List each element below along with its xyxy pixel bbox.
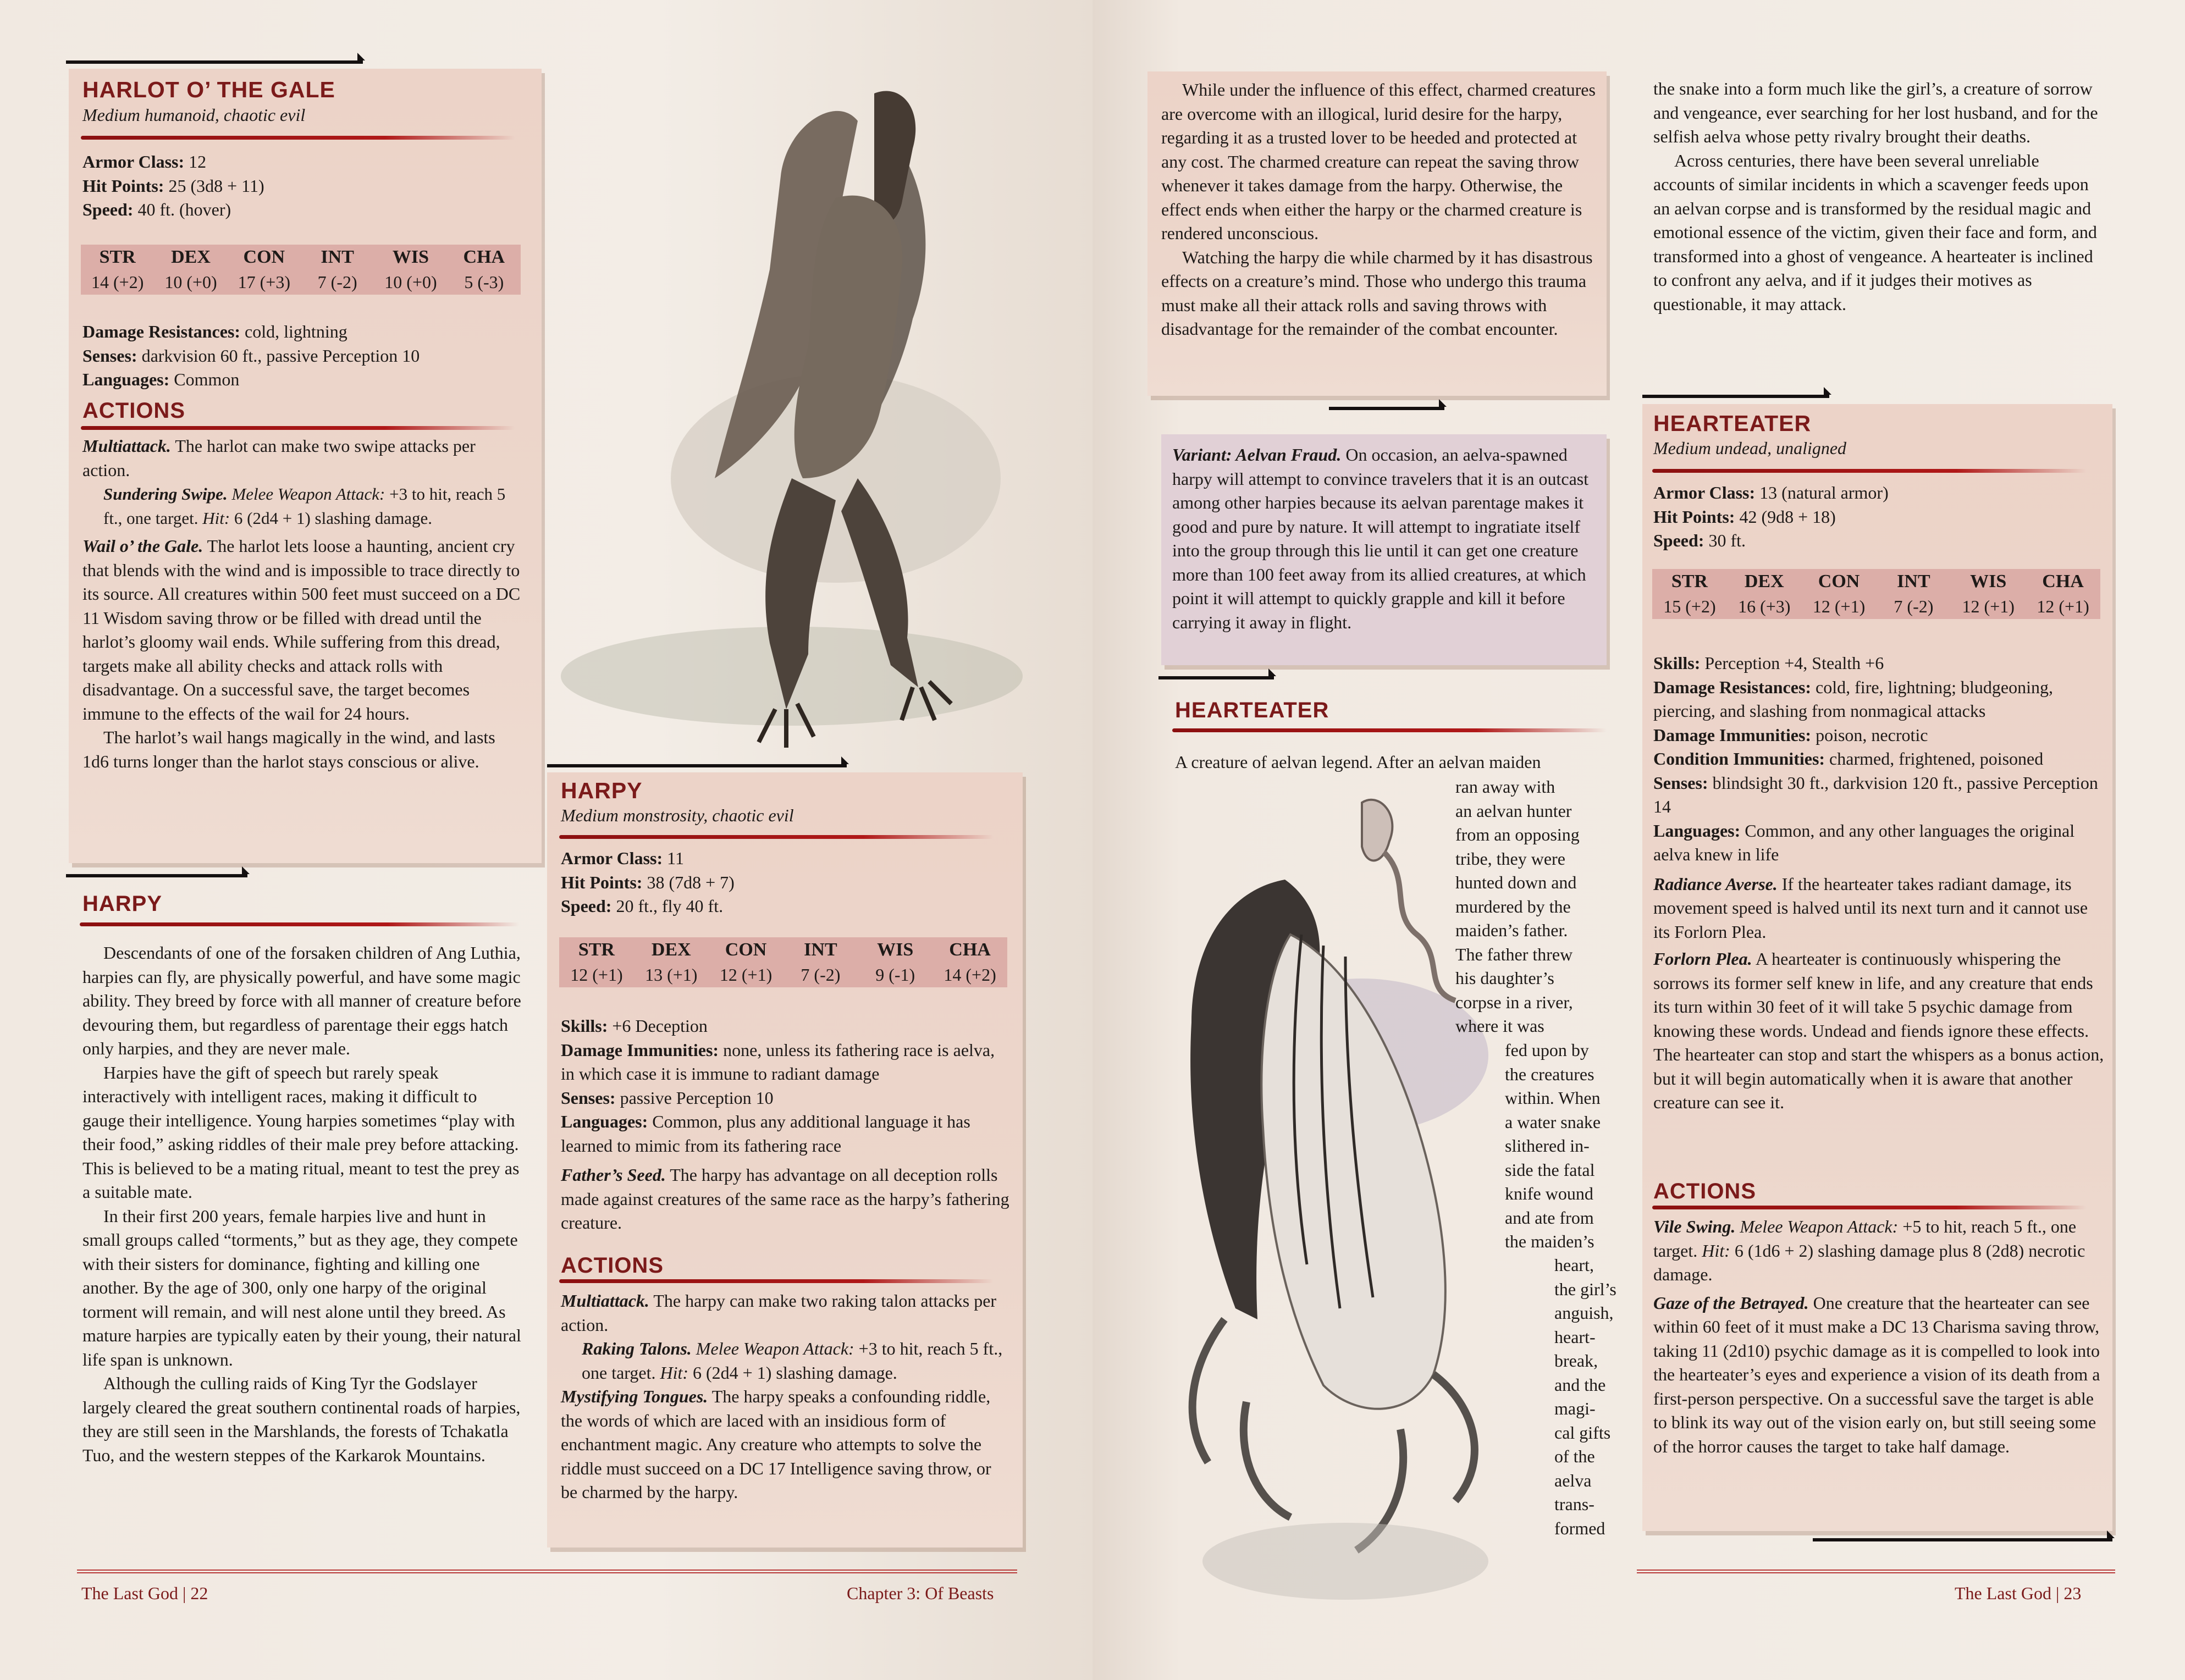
ability-header: INT	[1897, 571, 1930, 592]
line: the maiden’s	[1505, 1231, 1594, 1251]
harlot-wail-note: The harlot’s wail hangs magically in the wind, and lasts 1d6 turns longer than the harlot stays conscious or alive.	[82, 727, 495, 771]
label: Speed:	[1653, 530, 1704, 550]
ability-header: INT	[804, 940, 837, 960]
ability-value: 12 (+1)	[719, 965, 773, 985]
line: aelva	[1554, 1470, 1592, 1490]
hearteater-statblock	[1642, 404, 2112, 1531]
value: 13 (natural armor)	[1755, 483, 1889, 502]
label: Speed:	[82, 200, 134, 219]
hearteater-lore-continued	[1653, 77, 2104, 316]
value: none, unless its fathering race is aelva, in which case it is immune to radiant damage	[561, 1040, 995, 1084]
ability-header: STR	[578, 940, 615, 960]
action-text: +3 to hit, reach 5 ft., one target.	[103, 484, 506, 528]
hit-label: Hit:	[1702, 1240, 1730, 1261]
ground-shadow	[1202, 1523, 1488, 1600]
action-name: Raking Talons.	[582, 1339, 692, 1358]
harpy-traits	[561, 1014, 1012, 1235]
harlot-title: HARLOT O’ THE GALE	[82, 77, 335, 102]
action-text: 6 (2d4 + 1) slashing damage.	[230, 508, 433, 528]
block-flag	[66, 60, 363, 64]
line: his daughter’s	[1455, 968, 1554, 988]
value: Perception +4, Stealth +6	[1700, 653, 1884, 673]
ability-header: CON	[1818, 571, 1860, 592]
action-text: 6 (1d6 + 2) slashing damage plus 8 (2d8) necrotic damage.	[1653, 1240, 2085, 1284]
harlot-subtitle: Medium humanoid, chaotic evil	[82, 105, 306, 125]
line: knife wound	[1505, 1184, 1593, 1203]
trait-text: If the hearteater takes radiant damage, its movement speed is halved until its next turn and it cannot use its Forlorn Plea.	[1653, 874, 2088, 942]
ability-value: 17 (+3)	[238, 272, 290, 292]
paragraph: Across centuries, there have been several unreliable accounts of similar incidents in which a scavenger feeds upon an aelvan corpse and is transformed by the residual magic and emotional essence of the victim, given their face and form, and transformed into a ghost of vengeance. A hearteater is inclined to confront any aelva, and if it judges their motives as questionable, it may attack.	[1653, 150, 2097, 314]
right-page	[1092, 0, 2185, 1680]
divider	[81, 136, 515, 140]
line: ran away with	[1455, 777, 1555, 797]
action-text: 6 (2d4 + 1) slashing damage.	[688, 1362, 897, 1383]
block-flag	[1329, 407, 1444, 410]
label: Skills:	[1653, 653, 1701, 673]
harpy-lore-text	[82, 941, 522, 1467]
harpy-illustration	[550, 60, 1034, 764]
ability-value: 10 (+0)	[164, 272, 217, 292]
label: Damage Resistances:	[82, 322, 241, 341]
trait-text: A hearteater is continuously whispering the sorrows its former self knew in life, and any creature that ends its turn within 30 feet of it will take 5 psychic damage from knowing these words. Undead and fiends ignore these effects. The hearteater can stop and start the whispers as a bonus action, but it will begin automatically when it is aware that another creature can see it.	[1653, 949, 2104, 1112]
line: break,	[1554, 1351, 1598, 1370]
action-name: Sundering Swipe.	[103, 484, 228, 504]
label: Armor Class:	[82, 152, 185, 172]
line: of the	[1554, 1446, 1595, 1466]
action-name: Multiattack.	[561, 1291, 649, 1311]
hit-label: Hit:	[660, 1362, 689, 1383]
ability-header: DEX	[171, 247, 211, 267]
action-text: The harpy can make two raking talon attacks per action.	[561, 1291, 997, 1335]
action-text: +3 to hit, reach 5 ft., one target.	[582, 1339, 1003, 1383]
harlot-statblock	[69, 69, 542, 863]
line: the girl’s	[1554, 1279, 1616, 1299]
value: 12	[184, 152, 207, 172]
variant-name: Variant: Aelvan Fraud.	[1172, 445, 1342, 465]
paragraph: Descendants of one of the forsaken children of Ang Luthia, harpies can fly, are physically powerful, and have some magic ability. They breed by force with all manner of creature before devouring them, but regardless of parentage their eggs hatch only harpies, and they are never male.	[82, 943, 521, 1058]
ability-value: 13 (+1)	[645, 965, 698, 985]
block-flag	[1642, 395, 1829, 398]
action-name: Mystifying Tongues.	[561, 1386, 708, 1406]
trait-text: The harpy has advantage on all deception rolls made against creatures of the same race as the harpy’s fathering creature.	[561, 1165, 1009, 1233]
paragraph: Harpies have the gift of speech but rarely speak interactively with intelligent races, making it difficult to gauge their intelligence. Young harpies sometimes “play with their food,” asking riddles of their male prey before attacking. This is believed to be a mating ritual, meant to test the prey as a suitable mate.	[82, 1062, 520, 1202]
label: Skills:	[561, 1016, 608, 1036]
ability-header: CHA	[949, 940, 991, 960]
hearteater-intro: A creature of aelvan legend. After an aelvan maiden	[1175, 752, 1541, 772]
ability-value: 12 (+1)	[1812, 596, 1866, 616]
line: corpse in a river,	[1455, 992, 1573, 1012]
ability-value: 12 (+1)	[2037, 596, 2089, 616]
ability-value: 5 (-3)	[464, 272, 504, 292]
harpy-actions	[561, 1289, 1012, 1505]
ability-header: STR	[99, 247, 136, 267]
value: +6 Deception	[608, 1016, 708, 1036]
hearteater-lore-col1	[1455, 775, 1620, 1038]
line: maiden’s father.	[1455, 920, 1568, 940]
line: the creatures	[1505, 1064, 1594, 1084]
hearteater-stats	[1653, 481, 2104, 553]
label: Hit Points:	[82, 175, 164, 196]
hit-label: Hit:	[202, 508, 230, 528]
paragraph: In their first 200 years, female harpies live and hunt in small groups called “torments,” but as they age, they compete with their sisters for dominance, fighting and killing one another. By the age of 300, only one harpy of the original torment will remain, and will nest alone until they breed. As mature harpies are typically eaten by their young, their natural life span is unknown.	[82, 1206, 521, 1369]
value: charmed, frightened, poisoned	[1825, 749, 2044, 769]
harlot-ability-table	[81, 245, 521, 295]
hearteater-ability-table	[1652, 569, 2100, 619]
label: Languages:	[82, 369, 170, 389]
ability-value: 14 (+2)	[943, 965, 996, 985]
ability-header: CHA	[463, 247, 505, 267]
line: slithered in-	[1505, 1136, 1590, 1156]
ability-header: DEX	[1744, 571, 1784, 592]
ability-header: STR	[1671, 571, 1708, 592]
line: an aelvan hunter	[1455, 800, 1572, 821]
variant-box	[1161, 434, 1607, 665]
label: Damage Immunities:	[1653, 725, 1812, 745]
footer-rule	[77, 1570, 1017, 1573]
paragraph: Watching the harpy die while charmed by it has disastrous effects on a creature’s mind. Those who undergo this trauma must make all their attack rolls and saving throws with disadvantage for the remainder of the combat encounter.	[1161, 247, 1593, 339]
ability-header: CON	[243, 247, 285, 267]
line: murdered by the	[1455, 896, 1571, 916]
value: Common, and any other languages the original aelva knew in life	[1653, 820, 2075, 864]
label: Speed:	[561, 896, 612, 916]
value: 42 (9d8 + 18)	[1735, 506, 1836, 527]
line: within. When	[1505, 1088, 1601, 1108]
value: 40 ft. (hover)	[133, 200, 231, 219]
ability-header: WIS	[877, 940, 914, 960]
line: where it was	[1455, 1016, 1544, 1036]
action-text: The harpy speaks a confounding riddle, the words of which are laced with an insidious form of enchantment magic. Any creature who attempts to solve the riddle must succeed on a DC 17 Intelligence saving throw, or be charmed by the harpy.	[561, 1386, 991, 1502]
label: Senses:	[1653, 772, 1708, 793]
action-text: The harlot can make two swipe attacks per action.	[82, 436, 476, 480]
line: magi-	[1554, 1399, 1596, 1418]
trait-name: Forlorn Plea.	[1653, 949, 1752, 969]
harpy-statblock	[547, 772, 1023, 1548]
value: passive Perception 10	[615, 1087, 774, 1108]
value: Common	[169, 369, 240, 389]
line: anguish,	[1554, 1303, 1614, 1323]
value: 38 (7d8 + 7)	[642, 872, 735, 892]
block-flag	[66, 874, 247, 877]
ability-value: 12 (+1)	[570, 965, 623, 985]
label: Armor Class:	[561, 848, 663, 868]
harlot-actions-heading: ACTIONS	[82, 399, 185, 423]
label: Armor Class:	[1653, 483, 1756, 502]
hearteater-subtitle: Medium undead, unaligned	[1653, 438, 1847, 458]
ability-header: WIS	[392, 247, 429, 267]
line: a water snake	[1505, 1112, 1601, 1132]
divider	[81, 426, 515, 430]
harlot-actions	[82, 434, 522, 773]
paragraph: the snake into a form much like the girl’s, a creature of sorrow and vengeance, ever searching for her lost husband, and for the selfish aelva whose petty rivalry brought their deaths.	[1653, 79, 2098, 146]
footer-rule	[1637, 1570, 2115, 1573]
ability-value: 7 (-2)	[317, 272, 357, 292]
hearteater-title: HEARTEATER	[1653, 411, 1812, 436]
value: cold, lightning	[240, 322, 347, 341]
charm-box	[1147, 71, 1607, 396]
hearteater-actions	[1653, 1215, 2104, 1458]
label: Damage Immunities:	[561, 1040, 719, 1060]
tentacle	[1384, 852, 1455, 1001]
label: Languages:	[1653, 820, 1741, 841]
trait-name: Radiance Averse.	[1653, 874, 1778, 894]
line: formed	[1554, 1518, 1605, 1538]
action-text: The harlot lets loose a haunting, ancient cry that blends with the wind and is impossible to trace directly to its source. All creatures within 500 feet must succeed on a DC 11 Wisdom saving throw or be filled with dread until the harlot’s gloomy wail ends. While suffering from this dread, targets make all ability checks and attack rolls with disadvantage. On a successful save, the target becomes immune to the effects of the wail for 24 hours.	[82, 536, 521, 723]
harpy-ability-table	[559, 937, 1007, 987]
line: heart-	[1554, 1327, 1596, 1347]
value: 20 ft., fly 40 ft.	[611, 896, 724, 916]
ability-header: CHA	[2042, 571, 2084, 592]
line: trans-	[1554, 1494, 1594, 1514]
footer-page-left: The Last God | 22	[81, 1583, 208, 1603]
line: and ate from	[1505, 1207, 1594, 1228]
value: darkvision 60 ft., passive Perception 10	[137, 345, 420, 366]
ability-value: 16 (+3)	[1738, 596, 1791, 616]
line: cal gifts	[1554, 1422, 1611, 1443]
charm-text	[1161, 78, 1601, 341]
footer-page-right: The Last God | 23	[1955, 1583, 2082, 1603]
left-page	[0, 0, 1092, 1680]
block-flag	[1813, 1538, 2112, 1541]
value: 30 ft.	[1704, 530, 1746, 550]
attack-type: Melee Weapon Attack:	[227, 484, 385, 504]
label: Condition Immunities:	[1653, 749, 1825, 769]
value: cold, fire, lightning; bludgeoning, piercing, and slashing from nonmagical attacks	[1653, 677, 2053, 721]
divider	[559, 1279, 994, 1283]
hearteater-lore-heading: HEARTEATER	[1175, 698, 1329, 722]
ability-header: INT	[321, 247, 354, 267]
ability-value: 10 (+0)	[384, 272, 437, 292]
variant-body: On occasion, an aelva-spawned harpy will attempt to convince travelers that it is an outcast among other harpies because its aelvan parentage makes it good and pure by nature. It will attempt to ingratiate itself into the group through this lie until it can get one creature more than 100 feet away from its allied creatures, at which point it will attempt to quickly grapple and kill it before carrying it away in flight.	[1172, 445, 1589, 632]
hearteater-traits	[1653, 651, 2104, 1115]
harpy-actions-heading: ACTIONS	[561, 1253, 664, 1278]
line: from an opposing	[1455, 825, 1580, 844]
action-name: Multiattack.	[82, 436, 171, 456]
ability-value: 9 (-1)	[875, 965, 915, 985]
line: hunted down and	[1455, 872, 1577, 892]
block-flag	[547, 764, 847, 767]
harlot-stats	[82, 150, 522, 222]
divider	[80, 922, 520, 926]
line: fed upon by	[1505, 1040, 1589, 1060]
ability-value: 7 (-2)	[1894, 596, 1934, 616]
harpy-subtitle: Medium monstrosity, chaotic evil	[561, 805, 794, 825]
value: 11	[663, 848, 684, 868]
divider	[1652, 469, 2087, 473]
divider	[1172, 728, 1607, 732]
divider	[559, 835, 994, 839]
label: Languages:	[561, 1112, 648, 1131]
action-text: One creature that the hearteater can see within 60 feet of it must make a DC 13 Charisma saving throw, taking 11 (2d10) psychic damage as it is compelled to look into the hearteater’s eyes and experience a vision of its death from a first-person perspective. On a successful save the target is able to blink its way out of the vision early on, but still seeing some of the horror causes the target to take half damage.	[1653, 1292, 2100, 1456]
label: Senses:	[561, 1087, 616, 1108]
line: side the fatal	[1505, 1159, 1595, 1180]
harpy-heading: HARPY	[82, 892, 163, 916]
harpy-title: HARPY	[561, 778, 643, 803]
footer-chapter: Chapter 3: Of Beasts	[847, 1583, 994, 1603]
block-flag	[1158, 676, 1274, 679]
ability-header: CON	[725, 940, 767, 960]
action-text: +5 to hit, reach 5 ft., one target.	[1653, 1217, 2077, 1261]
variant-text	[1172, 443, 1601, 634]
action-name: Gaze of the Betrayed.	[1653, 1292, 1809, 1313]
harlot-traits	[82, 320, 522, 392]
attack-type: Melee Weapon Attack:	[691, 1339, 854, 1358]
ability-value: 7 (-2)	[801, 965, 841, 985]
heart-sketch	[1362, 800, 1392, 861]
label: Senses:	[82, 345, 137, 366]
ability-value: 12 (+1)	[1962, 596, 2015, 616]
action-name: Wail o’ the Gale.	[82, 536, 203, 556]
label: Damage Resistances:	[1653, 677, 1812, 697]
harpy-stats	[561, 847, 1012, 919]
line: and the	[1554, 1374, 1606, 1395]
value: Common, plus any additional language it has learned to mimic from its fathering race	[561, 1112, 970, 1156]
value: poison, necrotic	[1811, 725, 1928, 745]
ability-value: 15 (+2)	[1663, 596, 1716, 616]
label: Hit Points:	[561, 872, 643, 892]
line: heart,	[1554, 1255, 1594, 1275]
line: The father threw	[1455, 944, 1573, 964]
paragraph: Although the culling raids of King Tyr the Godslayer largely cleared the great southern continental roads of harpies, they are still seen in the Marshlands, the forests of Tchakatla Tuo, and the western steppes of the Karkarok Mountains.	[82, 1373, 521, 1465]
line: tribe, they were	[1455, 848, 1565, 869]
hearteater-lore-col2	[1505, 1038, 1626, 1254]
ability-header: WIS	[1970, 571, 2007, 592]
attack-type: Melee Weapon Attack:	[1735, 1217, 1899, 1236]
trait-name: Father’s Seed.	[561, 1165, 666, 1185]
hearteater-lore-col3	[1554, 1253, 1631, 1540]
value: blindsight 30 ft., darkvision 120 ft., passive Perception 14	[1653, 772, 2098, 816]
action-name: Vile Swing.	[1653, 1217, 1736, 1236]
divider	[1652, 1206, 2087, 1209]
hearteater-actions-heading: ACTIONS	[1653, 1179, 1756, 1203]
paragraph: While under the influence of this effect, charmed creatures are overcome with an illogical, lurid desire for the harpy, regarding it as a trusted lover to be heeded and protected at any cost. The charmed creature can repeat the saving throw whenever it takes damage from the harpy. Otherwise, the effect ends when either the harpy or the charmed creature is rendered unconscious.	[1161, 80, 1596, 243]
value: 25 (3d8 + 11)	[164, 175, 264, 196]
ability-header: DEX	[651, 940, 691, 960]
ability-value: 14 (+2)	[91, 272, 144, 292]
label: Hit Points:	[1653, 506, 1735, 527]
